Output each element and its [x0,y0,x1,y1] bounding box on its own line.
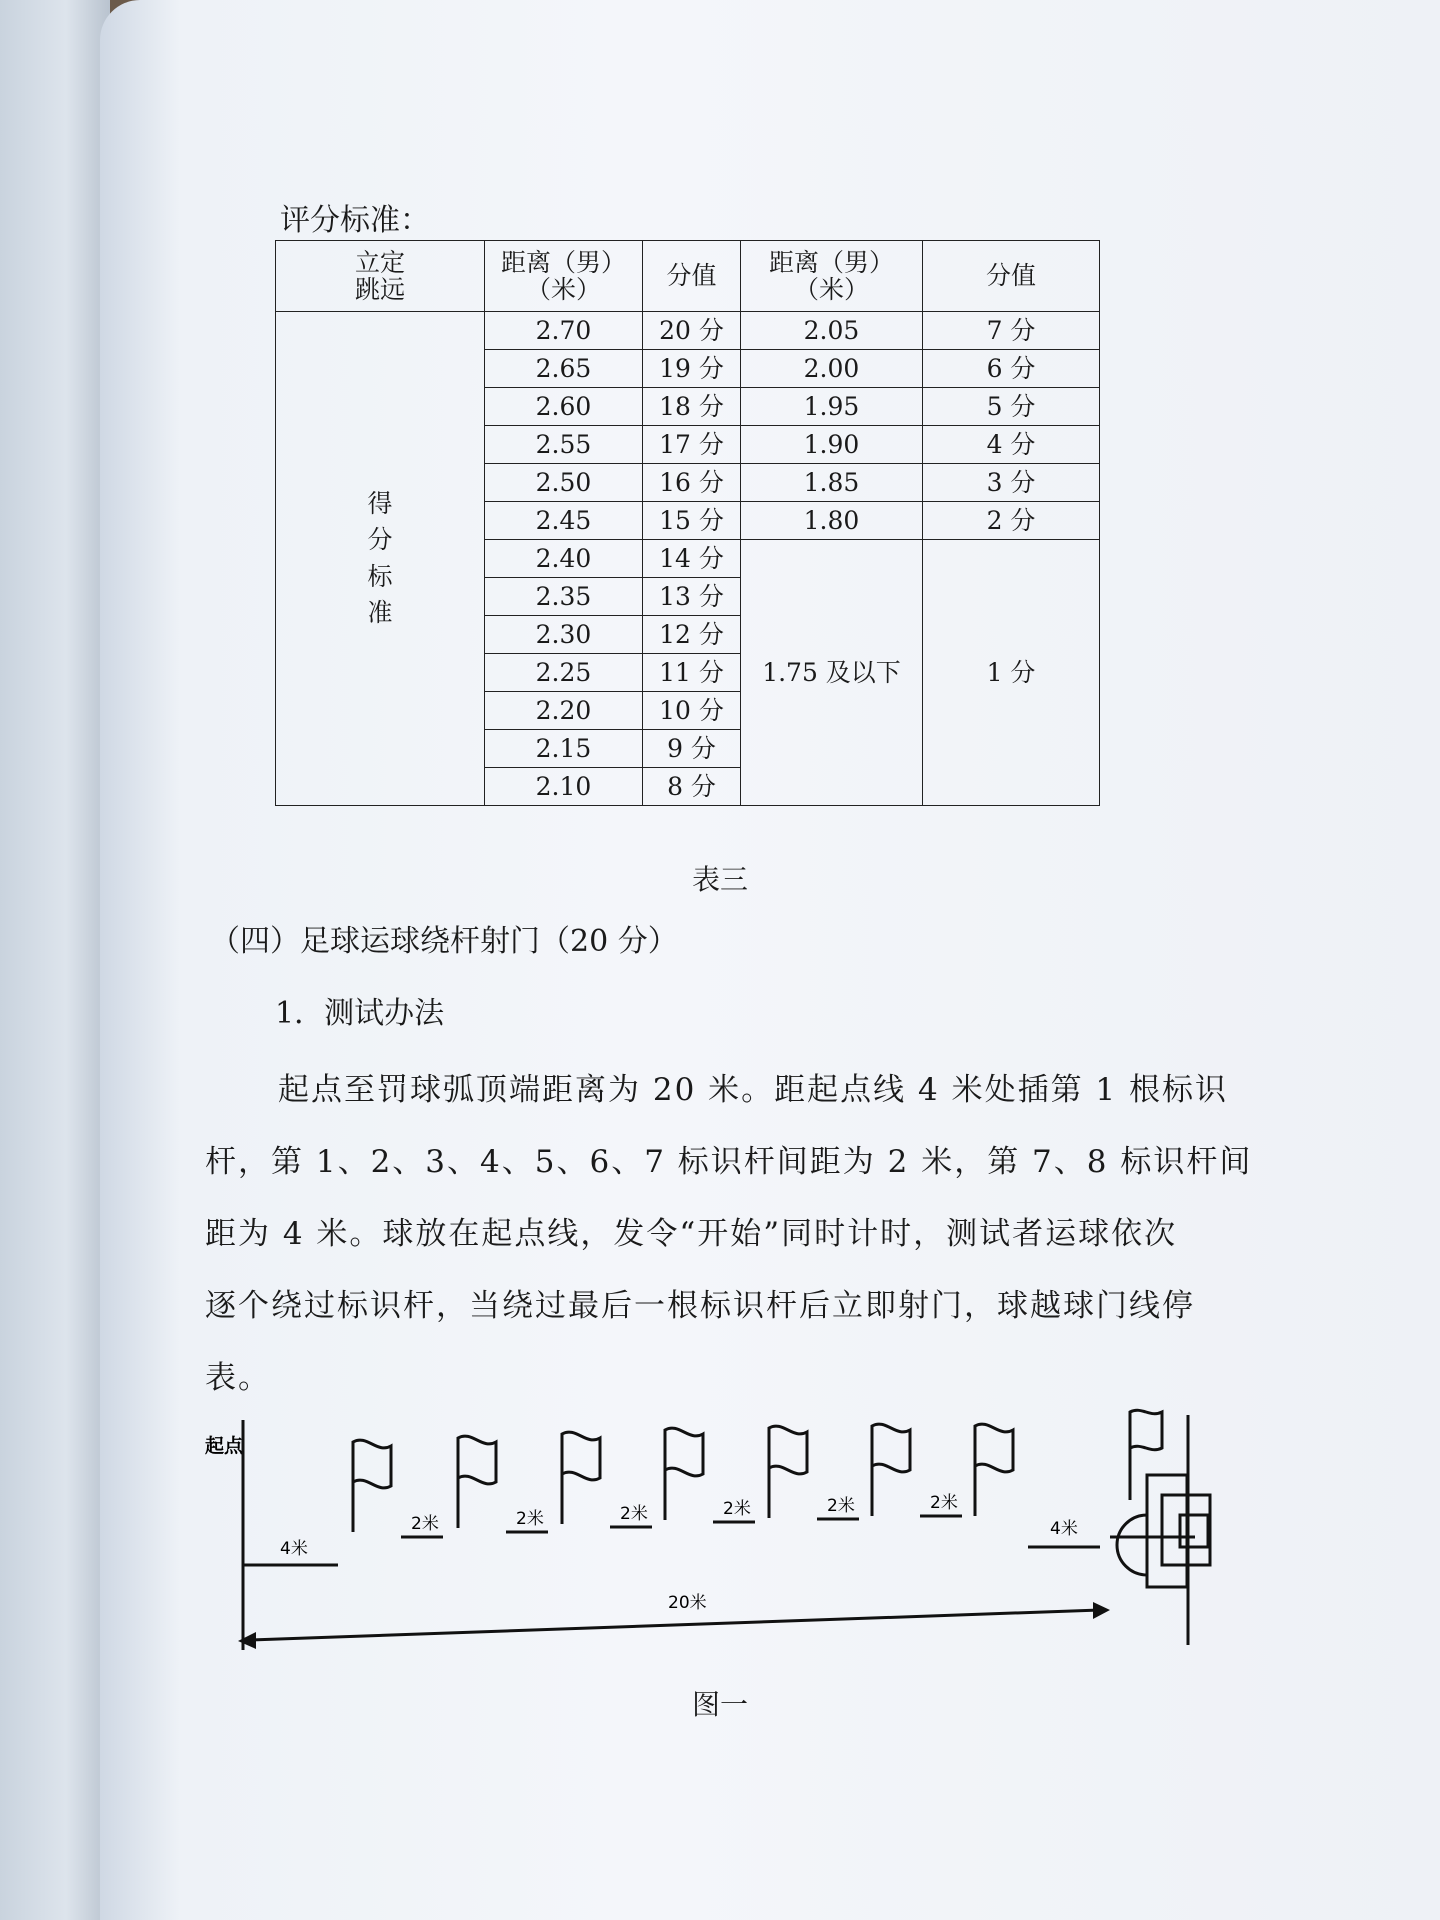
goal [1110,1410,1210,1645]
table-cell: 2.05 [741,312,923,350]
row-label-cell [276,312,485,806]
body-text-line: 起点至罚球弧顶端距离为 20 米。距起点线 4 米处插第 1 根标识 [278,1072,1229,1108]
dribble-course-diagram [0,1400,1440,1700]
body-text-line: 杆，第 1、2、3、4、5、6、7 标识杆间距为 2 米，第 7、8 标识杆间 [205,1144,1253,1180]
table-cell: 4 分 [923,426,1100,464]
table-cell: 16 分 [643,464,741,502]
table-cell: 2.55 [485,426,643,464]
body-text-line: 表。 [205,1360,271,1396]
table-cell: 2.30 [485,616,643,654]
table-cell: 1.95 [741,388,923,426]
table-cell: 6 分 [923,350,1100,388]
header-cell: 立定 跳远 [276,241,485,312]
marker-flag-icon [975,1424,1013,1516]
table-cell: 18 分 [643,388,741,426]
figure-caption: 图一 [691,1688,748,1721]
marker-flag-icon [353,1440,391,1532]
table-cell: 17 分 [643,426,741,464]
header-cell: 距离（男） （米） [741,241,923,312]
table-cell: 7 分 [923,312,1100,350]
table-cell: 19 分 [643,350,741,388]
marker-flag-icon [562,1432,600,1524]
gap-label: 2米 [411,1514,439,1534]
body-text-line: 逐个绕过标识杆，当绕过最后一根标识杆后立即射门，球越球门线停 [205,1288,1195,1324]
header-cell: 距离（男） （米） [485,241,643,312]
table-cell: 2 分 [923,502,1100,540]
table-cell: 2.10 [485,768,643,806]
table-cell: 1.90 [741,426,923,464]
arrow-head-right [1093,1602,1110,1619]
table-cell: 2.25 [485,654,643,692]
table-cell: 1 分 [923,540,1100,806]
table-cell: 1.75 及以下 [741,540,923,806]
row-label: 得 分 标 准 [367,489,393,627]
table-cell: 2.20 [485,692,643,730]
gap-label: 2米 [930,1493,958,1513]
table-cell: 2.40 [485,540,643,578]
table-cell: 2.00 [741,350,923,388]
gap-label: 4米 [280,1539,308,1559]
table-cell: 2.15 [485,730,643,768]
gap-label: 2米 [620,1504,648,1524]
marker-flag-icon [458,1436,496,1528]
table-cell: 8 分 [643,768,741,806]
table-cell: 5 分 [923,388,1100,426]
arrow-head-left [238,1632,256,1649]
distance-arrow [250,1610,1100,1640]
start-label: 起点 [205,1435,244,1457]
marker-flag-icon [872,1424,910,1516]
table-cell: 11 分 [643,654,741,692]
header-cell: 分值 [923,241,1100,312]
table-caption: 表三 [691,863,748,896]
gap-label: 4米 [1050,1519,1078,1539]
score-table [275,240,1100,806]
table-cell: 20 分 [643,312,741,350]
table-cell: 9 分 [643,730,741,768]
header-cell: 分值 [643,241,741,312]
gap-label: 2米 [723,1499,751,1519]
body-text-line: 距为 4 米。球放在起点线，发令“开始”同时计时，测试者运球依次 [205,1216,1178,1252]
table-cell: 14 分 [643,540,741,578]
section-heading: （四）足球运球绕杆射门（20 分） [210,924,678,959]
table-cell: 2.70 [485,312,643,350]
marker-flag-icon [665,1428,703,1520]
flag-group [353,1424,1013,1537]
table-cell: 12 分 [643,616,741,654]
table-cell: 13 分 [643,578,741,616]
section-subheading: 1．测试办法 [275,996,445,1031]
marker-flag-icon [769,1426,807,1518]
table-cell: 2.60 [485,388,643,426]
table-cell: 10 分 [643,692,741,730]
gap-label: 2米 [827,1496,855,1516]
table-cell: 3 分 [923,464,1100,502]
table-cell: 2.35 [485,578,643,616]
total-distance-label: 20米 [668,1593,707,1613]
gap-label: 2米 [516,1509,544,1529]
table-cell: 2.50 [485,464,643,502]
table-cell: 2.45 [485,502,643,540]
table-cell: 2.65 [485,350,643,388]
table-cell: 1.85 [741,464,923,502]
table-title: 评分标准： [280,203,430,238]
table-cell: 15 分 [643,502,741,540]
table-cell: 1.80 [741,502,923,540]
